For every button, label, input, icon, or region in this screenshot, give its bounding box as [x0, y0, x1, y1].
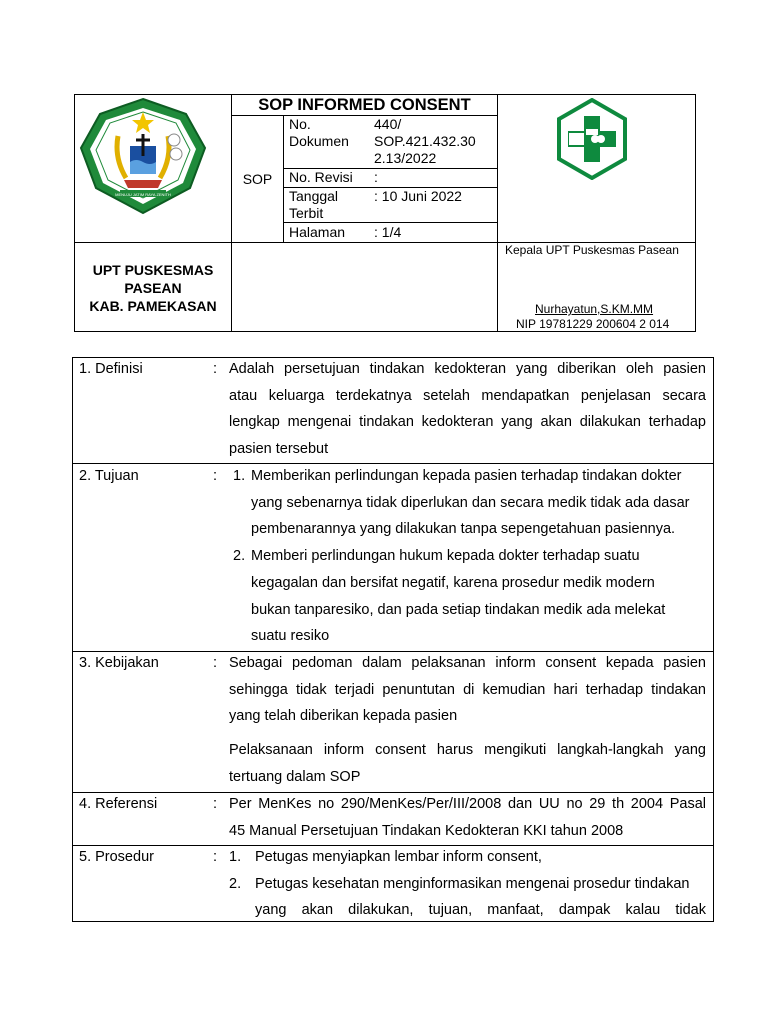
- prosedur-item-2-line-2: yang akan dilakukan, tujuan, manfaat, dampak kalau tidak: [255, 902, 706, 919]
- section-label-prosedur: 5. Prosedur: [79, 849, 154, 865]
- doc-no-value-1: 440/: [374, 116, 402, 132]
- doc-no-value-3: 2.13/2022: [374, 150, 437, 166]
- definisi-line-1: Adalah persetujuan tindakan kedokteran yang diberikan oleh pasien: [229, 361, 706, 377]
- prosedur-item-2-num: 2.: [229, 875, 242, 892]
- org-name-line-2: PASEAN: [124, 280, 182, 296]
- doc-no-label-1: No.: [289, 116, 311, 132]
- definisi-line-2: atau keluarga terdekatnya setelah mendapatkan penjelasan secara: [229, 387, 706, 404]
- section-label-referensi: 4. Referensi: [79, 796, 158, 812]
- head-nip: NIP 19781229 200604 2 014: [516, 317, 670, 331]
- tujuan-item-1-line-1: Memberikan perlindungan kepada pasien terhadap tindakan dokter: [251, 468, 682, 484]
- tujuan-item-1-line-2: yang sebenarnya tidak diperlukan dan secara medik tidak ada dasar: [251, 494, 690, 511]
- kebijakan-p2-line-2: tertuang dalam SOP: [229, 768, 361, 785]
- prosedur-item-1-num: 1.: [229, 849, 242, 865]
- terbit-value: : 10 Juni 2022: [374, 188, 462, 204]
- definisi-line-4: pasien tersebut: [229, 441, 329, 458]
- halaman-label: Halaman: [289, 224, 346, 240]
- tujuan-item-2-line-1: Memberi perlindungan hukum kepada dokter terhadap suatu: [251, 548, 640, 565]
- org-name-line-1: UPT PUSKESMAS: [92, 262, 214, 278]
- definisi-line-3: lengkap mengenai tindakan kedokteran yang akan dilakukan terhadap: [229, 414, 706, 431]
- kebijakan-p1-line-3: yang telah diberikan kepada pasien: [229, 708, 458, 725]
- puskesmas-logo: [556, 98, 628, 180]
- terbit-label-2: Terbit: [289, 205, 324, 221]
- tujuan-item-2-line-4: suatu resiko: [251, 628, 330, 645]
- prosedur-item-2-line-1: Petugas kesehatan menginformasikan mengenai prosedur tindakan: [255, 875, 690, 892]
- colon: :: [213, 468, 218, 484]
- tujuan-item-1-line-3: pembenarannya yang dilakukan tanpa sepengetahuan pasiennya.: [251, 521, 676, 538]
- tujuan-item-2-num: 2.: [233, 548, 246, 565]
- colon: :: [213, 655, 218, 671]
- section-label-definisi: 1. Definisi: [79, 361, 143, 377]
- head-name: Nurhayatun,S.KM.MM: [535, 302, 654, 316]
- terbit-label-1: Tanggal: [289, 188, 339, 204]
- colon: :: [213, 361, 218, 377]
- sop-label: SOP: [242, 171, 273, 187]
- referensi-line-1: Per MenKes no 290/MenKes/Per/III/2008 dan UU no 29 th 2004 Pasal: [229, 796, 706, 812]
- tujuan-item-1-num: 1.: [233, 468, 246, 484]
- kebijakan-p2-line-1: Pelaksanaan inform consent harus mengikuti langkah-langkah yang: [229, 742, 706, 758]
- logo-motto-text: MENUJU JATIM RAYA ZENITH: [115, 192, 171, 197]
- kebijakan-p1-line-1: Sebagai pedoman dalam pelaksanan inform consent kepada pasien: [229, 655, 706, 671]
- page-title: SOP INFORMED CONSENT: [258, 96, 471, 114]
- head-title: Kepala UPT Puskesmas Pasean: [505, 243, 679, 257]
- org-name-line-3: KAB. PAMEKASAN: [89, 298, 217, 314]
- section-label-kebijakan: 3. Kebijakan: [79, 655, 159, 671]
- doc-no-label-2: Dokumen: [289, 133, 349, 149]
- tujuan-item-2-line-3: bukan tanparesiko, dan pada setiap tindakan medik ada melekat: [251, 601, 666, 618]
- halaman-value: : 1/4: [374, 224, 402, 240]
- colon: :: [213, 849, 218, 865]
- referensi-line-2: 45 Manual Persetujuan Tindakan Kedokteran KKI tahun 2008: [229, 822, 624, 839]
- colon: :: [213, 796, 218, 812]
- revisi-label: No. Revisi: [289, 169, 353, 185]
- revisi-value: :: [374, 169, 378, 185]
- pamekasan-logo: [78, 96, 208, 216]
- tujuan-item-2-line-2: kegagalan dan bersifat negatif, karena prosedur medik modern: [251, 574, 655, 591]
- section-label-tujuan: 2. Tujuan: [79, 468, 139, 484]
- doc-no-value-2: SOP.421.432.30: [374, 133, 476, 149]
- kebijakan-p1-line-2: sehingga tidak terjadi penuntutan di kemudian hari terhadap tindakan: [229, 681, 706, 698]
- prosedur-item-1-line-1: Petugas menyiapkan lembar inform consent,: [255, 849, 542, 865]
